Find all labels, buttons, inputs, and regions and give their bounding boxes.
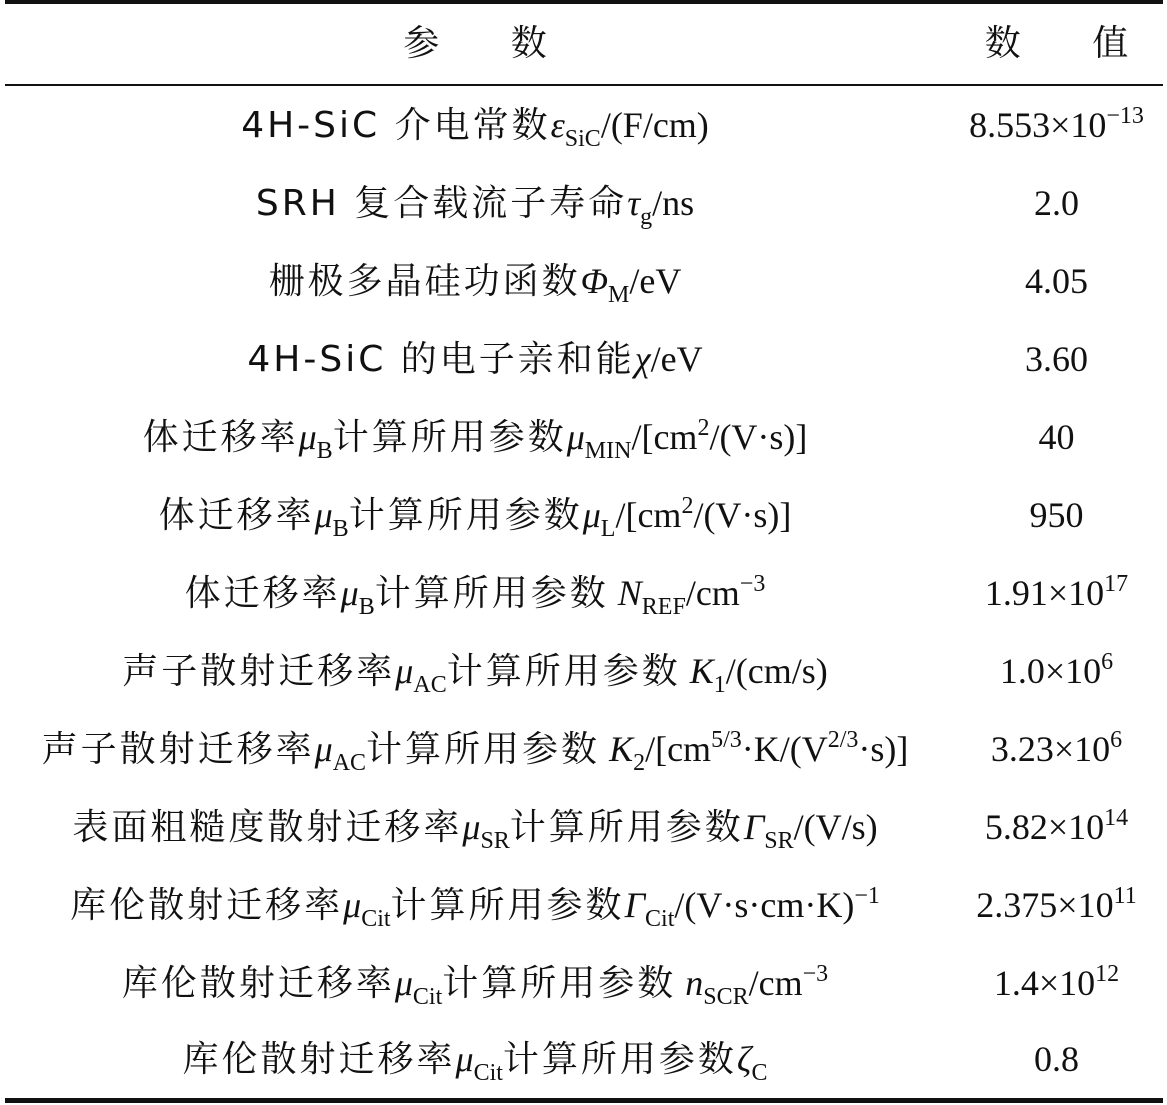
- value-mantissa: 8.553×10: [969, 105, 1107, 145]
- param-unit-superscript: −3: [739, 571, 766, 597]
- param-unit-superscript: 2: [681, 493, 694, 519]
- param-cell: [0, 866, 950, 945]
- value-exponent: 6: [1101, 649, 1114, 675]
- param-symbol: n: [685, 963, 704, 1003]
- param-unit-superscript: 5/3: [711, 727, 742, 753]
- param-symbol: μ: [340, 573, 359, 613]
- value-cell: 40: [1038, 417, 1075, 457]
- param-text: 计算所用参数: [390, 885, 625, 926]
- value-cell: [950, 710, 1163, 788]
- table-row: [0, 554, 1167, 632]
- param-unit: /[cm: [615, 495, 682, 535]
- param-unit: /(cm/s): [725, 651, 828, 691]
- param-unit: ·K/(V: [741, 729, 828, 769]
- value-cell: [950, 554, 1163, 632]
- param-cell: [0, 632, 950, 711]
- param-symbol: N: [617, 573, 642, 613]
- param-text: 库伦散射迁移率: [70, 885, 344, 926]
- param-subscript: AC: [413, 672, 447, 698]
- param-unit: /eV: [629, 261, 682, 301]
- param-unit-superscript: −1: [854, 883, 880, 909]
- param-cell: [0, 86, 950, 165]
- param-cell: [0, 554, 950, 633]
- param-text: 声子散射迁移率: [122, 651, 396, 692]
- param-subscript: 2: [633, 750, 646, 776]
- param-text: 计算所用参数: [348, 495, 583, 536]
- param-subscript: AC: [332, 750, 367, 776]
- param-symbol: Γ: [743, 807, 765, 847]
- param-unit-superscript: 2: [697, 415, 710, 441]
- header-param: 参 数: [403, 23, 577, 64]
- param-symbol: Φ: [580, 261, 609, 301]
- table-row: [0, 866, 1167, 944]
- param-symbol: ζ: [736, 1039, 752, 1079]
- param-subscript: SCR: [703, 984, 749, 1010]
- param-symbol: χ: [634, 339, 651, 379]
- param-text: 库伦散射迁移率: [121, 963, 395, 1004]
- param-cell: [0, 320, 950, 399]
- param-symbol: μ: [462, 807, 481, 847]
- param-unit: /(V·s)]: [693, 495, 792, 535]
- table-row: [0, 86, 1167, 164]
- table-row: [0, 476, 1167, 554]
- value-mantissa: 2.375×10: [976, 885, 1114, 925]
- param-symbol: μ: [394, 963, 413, 1003]
- param-cell: [0, 398, 950, 477]
- param-subscript: MIN: [584, 438, 632, 464]
- param-symbol: K: [609, 729, 634, 769]
- table-row: [0, 788, 1167, 866]
- param-text: 4H-SiC 的电子亲和能: [247, 339, 635, 380]
- param-subscript: L: [600, 516, 616, 542]
- param-subscript: B: [332, 516, 349, 542]
- param-unit: /[cm: [645, 729, 712, 769]
- param-symbol: μ: [298, 417, 317, 457]
- param-subscript: M: [608, 282, 630, 308]
- value-mantissa: 1.0×10: [999, 651, 1102, 691]
- value-exponent: 14: [1104, 805, 1129, 831]
- param-text: 体迁移率: [184, 573, 341, 614]
- value-cell: [950, 944, 1163, 1022]
- table-header: [0, 4, 1167, 84]
- param-text: 计算所用参数: [509, 807, 744, 848]
- param-symbol: μ: [314, 495, 333, 535]
- table-row: [0, 398, 1167, 476]
- value-mantissa: 3.23×10: [990, 729, 1111, 769]
- param-symbol: Γ: [624, 885, 646, 925]
- table-row: [0, 242, 1167, 320]
- value-cell: [950, 86, 1163, 164]
- param-unit: /eV: [650, 339, 703, 379]
- param-unit: /(V·s·cm·K): [674, 885, 855, 925]
- param-subscript: SR: [480, 828, 510, 854]
- value-exponent: −13: [1106, 103, 1144, 129]
- param-unit: /ns: [652, 183, 695, 223]
- value-cell: [950, 788, 1163, 866]
- param-text: 计算所用参数: [374, 573, 609, 614]
- value-exponent: 11: [1113, 883, 1137, 909]
- param-symbol: μ: [314, 729, 333, 769]
- param-unit: /(F/cm): [600, 105, 709, 145]
- value-mantissa: 5.82×10: [984, 807, 1105, 847]
- param-cell: [0, 164, 950, 243]
- param-cell: [0, 788, 950, 867]
- param-symbol: μ: [566, 417, 585, 457]
- param-symbol: K: [689, 651, 714, 691]
- table-row: [0, 164, 1167, 242]
- param-subscript: 1: [713, 672, 726, 698]
- param-subscript: B: [358, 594, 375, 620]
- param-cell: [0, 476, 950, 555]
- param-text: 体迁移率: [142, 417, 299, 458]
- value-mantissa: 1.4×10: [993, 963, 1096, 1003]
- param-text: 库伦散射迁移率: [182, 1039, 456, 1080]
- param-unit-superscript: 2/3: [827, 727, 859, 753]
- param-cell: [0, 710, 950, 789]
- param-symbol: μ: [395, 651, 414, 691]
- param-text: 体迁移率: [158, 495, 315, 536]
- table-row: [0, 1020, 1167, 1098]
- param-subscript: SR: [764, 828, 794, 854]
- value-cell: 2.0: [1034, 183, 1079, 223]
- param-subscript: Cit: [361, 906, 391, 932]
- param-unit: /(V·s)]: [709, 417, 808, 457]
- param-subscript: Cit: [645, 906, 675, 932]
- param-text: 计算所用参数: [366, 729, 601, 770]
- param-text: 计算所用参数: [446, 651, 681, 692]
- param-text: SRH 复合载流子寿命: [255, 183, 628, 224]
- param-subscript: g: [640, 204, 653, 230]
- param-unit: /cm: [748, 963, 803, 1003]
- param-cell: [0, 944, 950, 1023]
- param-cell: [0, 242, 950, 321]
- param-subscript: Cit: [412, 984, 443, 1010]
- param-subscript: B: [316, 438, 333, 464]
- param-unit: /[cm: [631, 417, 698, 457]
- param-unit: ·s)]: [858, 729, 909, 769]
- table-bottom-rule: [5, 1098, 1163, 1103]
- header-value: 数 值: [984, 23, 1159, 64]
- param-subscript: REF: [641, 594, 686, 620]
- table-row: [0, 320, 1167, 398]
- param-text: 表面粗糙度散射迁移率: [72, 807, 463, 848]
- param-text: 栅极多晶硅功函数: [268, 261, 581, 302]
- value-mantissa: 1.91×10: [984, 573, 1105, 613]
- param-symbol: μ: [343, 885, 362, 925]
- value-cell: 950: [1029, 495, 1084, 535]
- param-text: 计算所用参数: [442, 963, 677, 1004]
- param-symbol: μ: [582, 495, 601, 535]
- param-text: 计算所用参数: [332, 417, 567, 458]
- param-subscript: Cit: [473, 1060, 503, 1086]
- param-subscript: SiC: [564, 126, 601, 152]
- table-row: [0, 710, 1167, 788]
- value-exponent: 17: [1104, 571, 1129, 597]
- table-row: [0, 632, 1167, 710]
- param-cell: [0, 1020, 950, 1099]
- value-cell: 0.8: [1034, 1039, 1079, 1079]
- param-symbol: τ: [627, 183, 641, 223]
- param-unit: /cm: [685, 573, 740, 613]
- value-cell: 4.05: [1025, 261, 1088, 301]
- param-unit-superscript: −3: [802, 961, 829, 987]
- value-cell: 3.60: [1025, 339, 1088, 379]
- value-cell: [950, 866, 1163, 944]
- value-exponent: 6: [1110, 727, 1123, 753]
- param-subscript: C: [751, 1060, 768, 1086]
- param-text: 4H-SiC 介电常数: [241, 105, 551, 146]
- param-symbol: ε: [550, 105, 565, 145]
- value-exponent: 12: [1095, 961, 1120, 987]
- param-symbol: μ: [455, 1039, 474, 1079]
- param-text: 计算所用参数: [502, 1039, 737, 1080]
- param-text: 声子散射迁移率: [41, 729, 315, 770]
- table-row: [0, 944, 1167, 1022]
- value-cell: [950, 632, 1163, 710]
- param-unit: /(V/s): [793, 807, 878, 847]
